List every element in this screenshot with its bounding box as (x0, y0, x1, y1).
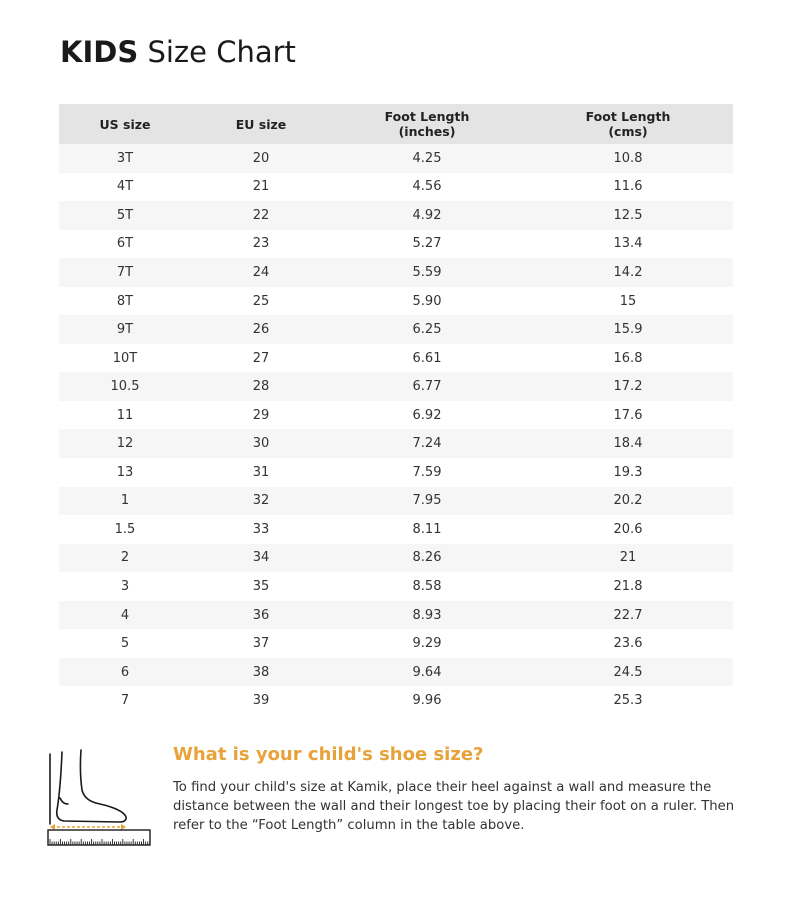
cell-foot-length-cms: 10.8 (523, 144, 733, 173)
cell-foot-length-cms: 19.3 (523, 458, 733, 487)
cell-foot-length-cms: 20.2 (523, 487, 733, 516)
cell-us-size: 5T (59, 201, 191, 230)
page-title-bold: KIDS (60, 35, 139, 69)
cell-us-size: 10T (59, 344, 191, 373)
header-cms-line2: (cms) (608, 124, 648, 139)
cell-foot-length-inches: 8.11 (331, 515, 523, 544)
cell-foot-length-inches: 5.59 (331, 258, 523, 287)
cell-us-size: 1 (59, 487, 191, 516)
cell-foot-length-inches: 8.93 (331, 601, 523, 630)
header-inches-line2: (inches) (398, 124, 456, 139)
cell-eu-size: 37 (191, 629, 331, 658)
cell-us-size: 9T (59, 315, 191, 344)
page-title (60, 34, 296, 70)
cell-us-size: 11 (59, 401, 191, 430)
cell-foot-length-cms: 15.9 (523, 315, 733, 344)
cell-us-size: 2 (59, 544, 191, 573)
cell-foot-length-inches: 9.29 (331, 629, 523, 658)
table-row (59, 173, 733, 202)
cell-eu-size: 21 (191, 173, 331, 202)
info-body: To find your child's size at Kamik, place their heel against a wall and measure the distance between the wall and their longest toe by placing their foot on a ruler. Then refer to the “Foot Length” column in the table above. (173, 780, 735, 833)
cell-foot-length-inches: 5.27 (331, 230, 523, 259)
cell-foot-length-cms: 16.8 (523, 344, 733, 373)
table-row (59, 458, 733, 487)
cell-foot-length-inches: 8.26 (331, 544, 523, 573)
cell-us-size: 3T (59, 144, 191, 173)
cell-us-size: 10.5 (59, 372, 191, 401)
cell-eu-size: 23 (191, 230, 331, 259)
cell-eu-size: 35 (191, 572, 331, 601)
table-row (59, 201, 733, 230)
table-row (59, 658, 733, 687)
cell-foot-length-cms: 17.6 (523, 401, 733, 430)
cell-foot-length-cms: 24.5 (523, 658, 733, 687)
cell-us-size: 6 (59, 658, 191, 687)
cell-foot-length-inches: 4.92 (331, 201, 523, 230)
header-foot-length-cms (523, 104, 733, 144)
cell-foot-length-inches: 7.95 (331, 487, 523, 516)
table-row (59, 429, 733, 458)
cell-us-size: 1.5 (59, 515, 191, 544)
cell-eu-size: 27 (191, 344, 331, 373)
cell-foot-length-inches: 6.61 (331, 344, 523, 373)
cell-us-size: 4T (59, 173, 191, 202)
table-row (59, 315, 733, 344)
table-header-row (59, 104, 733, 144)
cell-foot-length-cms: 23.6 (523, 629, 733, 658)
cell-foot-length-cms: 11.6 (523, 173, 733, 202)
header-cms-line1: Foot Length (585, 109, 671, 124)
table-row (59, 230, 733, 259)
table-row (59, 287, 733, 316)
cell-foot-length-inches: 6.77 (331, 372, 523, 401)
cell-eu-size: 32 (191, 487, 331, 516)
cell-eu-size: 22 (191, 201, 331, 230)
cell-us-size: 4 (59, 601, 191, 630)
table-row (59, 601, 733, 630)
info-heading: What is your child's shoe size? (173, 744, 484, 765)
cell-foot-length-inches: 4.25 (331, 144, 523, 173)
cell-eu-size: 29 (191, 401, 331, 430)
cell-eu-size: 34 (191, 544, 331, 573)
header-inches-line1: Foot Length (384, 109, 470, 124)
cell-us-size: 6T (59, 230, 191, 259)
table-row (59, 401, 733, 430)
table-row (59, 515, 733, 544)
cell-eu-size: 39 (191, 686, 331, 715)
cell-us-size: 13 (59, 458, 191, 487)
cell-foot-length-inches: 7.59 (331, 458, 523, 487)
cell-eu-size: 33 (191, 515, 331, 544)
table-row (59, 487, 733, 516)
table-body (59, 144, 733, 715)
cell-eu-size: 26 (191, 315, 331, 344)
cell-foot-length-cms: 18.4 (523, 429, 733, 458)
cell-eu-size: 30 (191, 429, 331, 458)
cell-us-size: 7T (59, 258, 191, 287)
cell-foot-length-cms: 25.3 (523, 686, 733, 715)
cell-eu-size: 28 (191, 372, 331, 401)
header-eu-size: EU size (191, 104, 331, 144)
cell-eu-size: 38 (191, 658, 331, 687)
table-row (59, 258, 733, 287)
cell-foot-length-cms: 12.5 (523, 201, 733, 230)
cell-foot-length-inches: 7.24 (331, 429, 523, 458)
cell-foot-length-inches: 6.25 (331, 315, 523, 344)
cell-foot-length-cms: 21 (523, 544, 733, 573)
cell-foot-length-cms: 20.6 (523, 515, 733, 544)
cell-foot-length-cms: 15 (523, 287, 733, 316)
cell-us-size: 3 (59, 572, 191, 601)
cell-foot-length-cms: 21.8 (523, 572, 733, 601)
table-row (59, 629, 733, 658)
cell-foot-length-inches: 6.92 (331, 401, 523, 430)
cell-us-size: 7 (59, 686, 191, 715)
cell-foot-length-inches: 5.90 (331, 287, 523, 316)
cell-eu-size: 31 (191, 458, 331, 487)
cell-us-size: 8T (59, 287, 191, 316)
size-chart-table (59, 104, 733, 715)
table-row (59, 144, 733, 173)
table-row (59, 544, 733, 573)
cell-foot-length-inches: 4.56 (331, 173, 523, 202)
cell-foot-length-cms: 13.4 (523, 230, 733, 259)
cell-us-size: 12 (59, 429, 191, 458)
header-us-size: US size (59, 104, 191, 144)
cell-foot-length-cms: 14.2 (523, 258, 733, 287)
page-title-regular: Size Chart (147, 35, 296, 69)
table-row (59, 686, 733, 715)
cell-foot-length-inches: 8.58 (331, 572, 523, 601)
table-header (59, 104, 733, 144)
cell-foot-length-cms: 22.7 (523, 601, 733, 630)
cell-eu-size: 20 (191, 144, 331, 173)
cell-eu-size: 24 (191, 258, 331, 287)
foot-on-ruler-icon (44, 746, 154, 852)
table-row (59, 344, 733, 373)
cell-foot-length-inches: 9.64 (331, 658, 523, 687)
cell-eu-size: 36 (191, 601, 331, 630)
header-foot-length-inches (331, 104, 523, 144)
table-row (59, 572, 733, 601)
cell-us-size: 5 (59, 629, 191, 658)
cell-foot-length-inches: 9.96 (331, 686, 523, 715)
cell-foot-length-cms: 17.2 (523, 372, 733, 401)
table-row (59, 372, 733, 401)
cell-eu-size: 25 (191, 287, 331, 316)
